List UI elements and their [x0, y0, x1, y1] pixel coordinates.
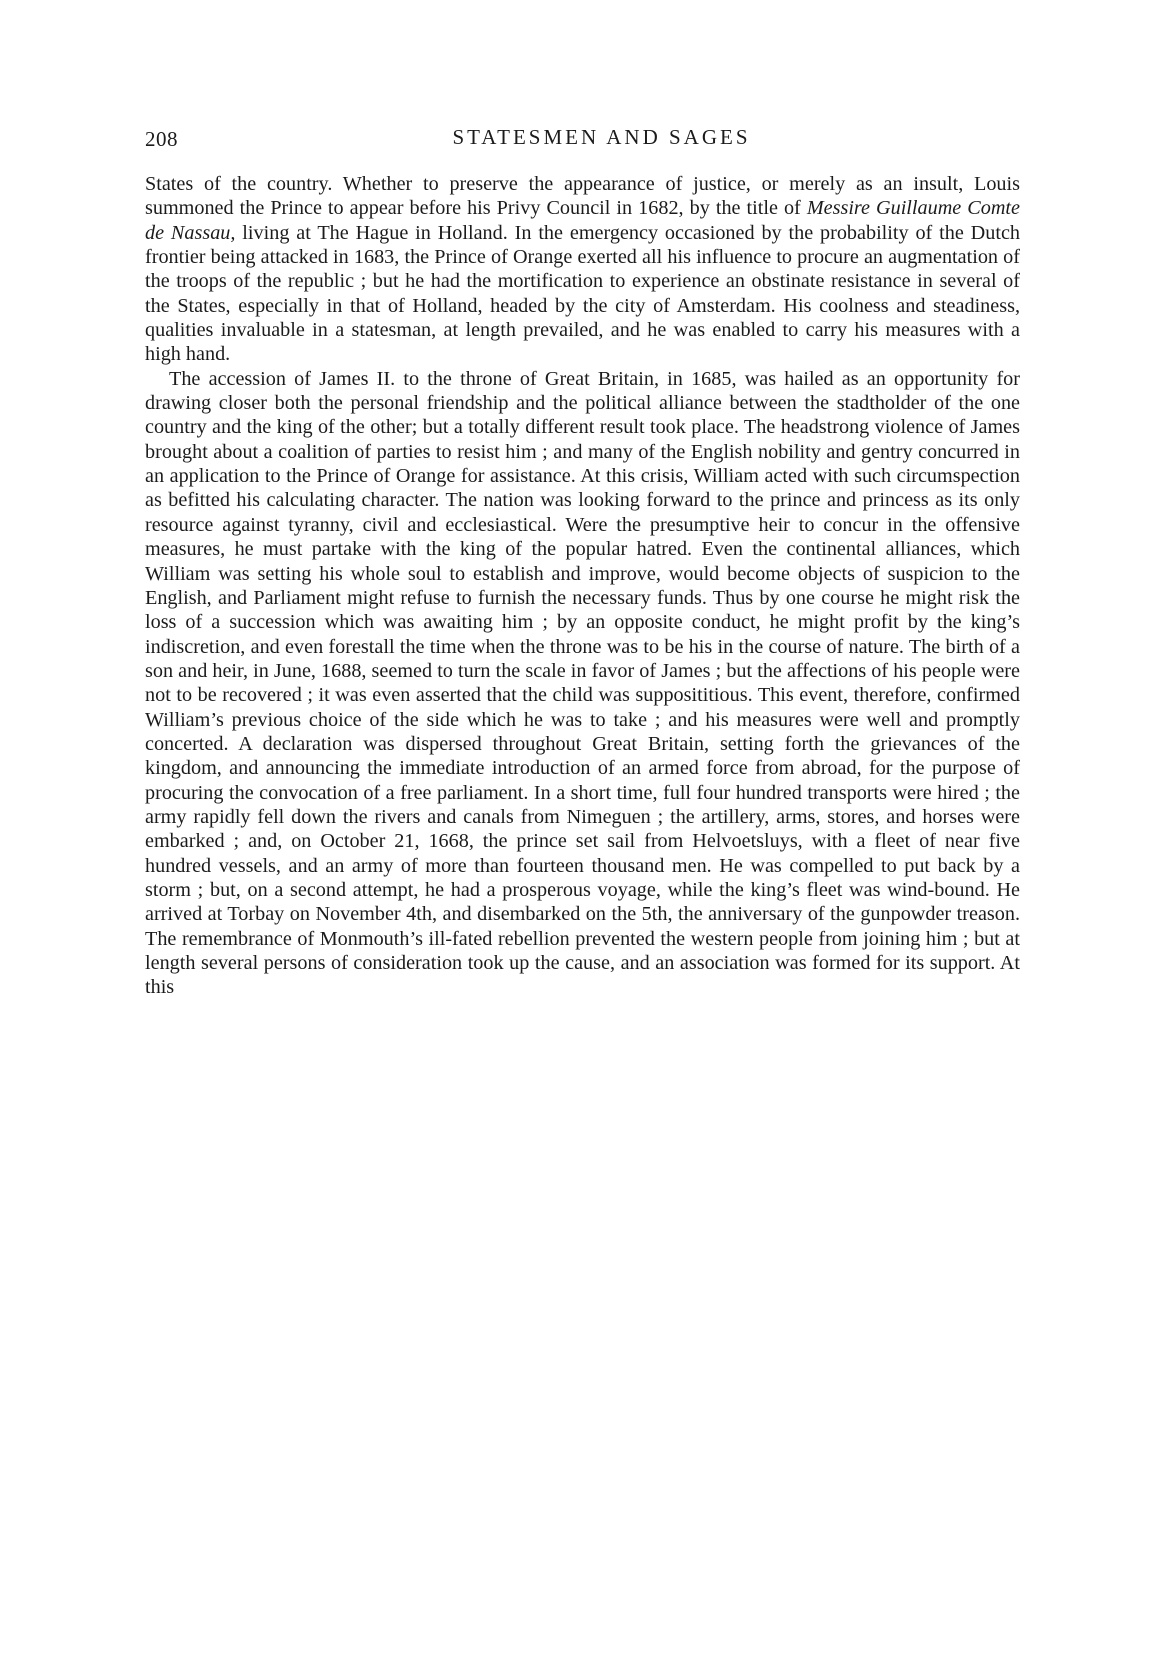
- body-text: [145, 172, 1020, 1000]
- paragraph-1-italic-title: Messire Guillaume Comte de Nassau,: [145, 197, 1020, 244]
- page-number: 208: [145, 127, 178, 151]
- paragraph-2: [145, 367, 1020, 1000]
- running-head: STATESMEN AND SAGES: [452, 125, 751, 149]
- paragraph-1-text-2: living at The Hague in Holland. In the emergency occasioned by the probability of the Dutch frontier being attacked in 1683, the Prince of Orange exerted all his influence to procure an augmentation of the troops of the republic ; but he had the mortification to experience an obstinate resistance in several of the States, especially in that of Holland, headed by the city of Amsterdam. His coolness and steadiness, qualities invaluable in a statesman, at length prevailed, and he was enabled to carry his measures with a high hand.: [145, 221, 1021, 366]
- paragraph-1-text-1: States of the country. Whether to preserve the appearance of justice, or merely as an insult, Louis summoned the Prince to appear before his Privy Council in 1682, by the title of: [145, 173, 1020, 220]
- paragraph-1: [145, 172, 1020, 367]
- paragraph-2-text: The accession of James II. to the throne of Great Britain, in 1685, was hailed as an opportunity for drawing closer both the personal friendship and the political alliance between the stadtholder of the one country and the king of the other; but a totally different result took place. The headstrong violence of James brought about a coalition of parties to resist him ; and many of the English nobility and gentry concurred in an application to the Prince of Orange for assistance. At this crisis, William acted with such circumspection as befitted his calculating character. The nation was looking forward to the prince and princess as its only resource against tyranny, civil and ecclesiastical. Were the presumptive heir to concur in the offensive measures, he must partake with the king of the popular hatred. Even the continental alliances, which William was setting his whole soul to establish and improve, would become objects of suspicion to the English, and Parliament might refuse to furnish the necessary funds. Thus by one course he might risk the loss of a succession which was awaiting him ; by an opposite conduct, he might profit by the king’s indiscretion, and even forestall the time when the throne was to be his in the course of nature. The birth of a son and heir, in June, 1688, seemed to turn the scale in favor of James ; but the affections of his people were not to be recovered ; it was even asserted that the child was supposititious. This event, therefore, confirmed William’s previous choice of the side which he was to take ; and his measures were well and promptly concerted. A declaration was dispersed throughout Great Britain, setting forth the grievances of the kingdom, and announcing the immediate introduction of an armed force from abroad, for the purpose of procuring the convocation of a free parliament. In a short time, full four hundred transports were hired ; the army rapidly fell down the rivers and canals from Nimeguen ; the artillery, arms, stores, and horses were embarked ; and, on October 21, 1668, the prince set sail from Helvoetsluys, with a fleet of near five hundred vessels, and an army of more than fourteen thousand men. He was compelled to put back by a storm ; but, on a second attempt, he had a prosperous voyage, while the king’s fleet was wind-bound. He arrived at Torbay on November 4th, and disembarked on the 5th, the anniversary of the gunpowder treason. The remembrance of Monmouth’s ill-fated rebellion prevented the western people from joining him ; but at length several persons of consideration took up the cause, and an association was formed for its support. At this: [145, 367, 1020, 999]
